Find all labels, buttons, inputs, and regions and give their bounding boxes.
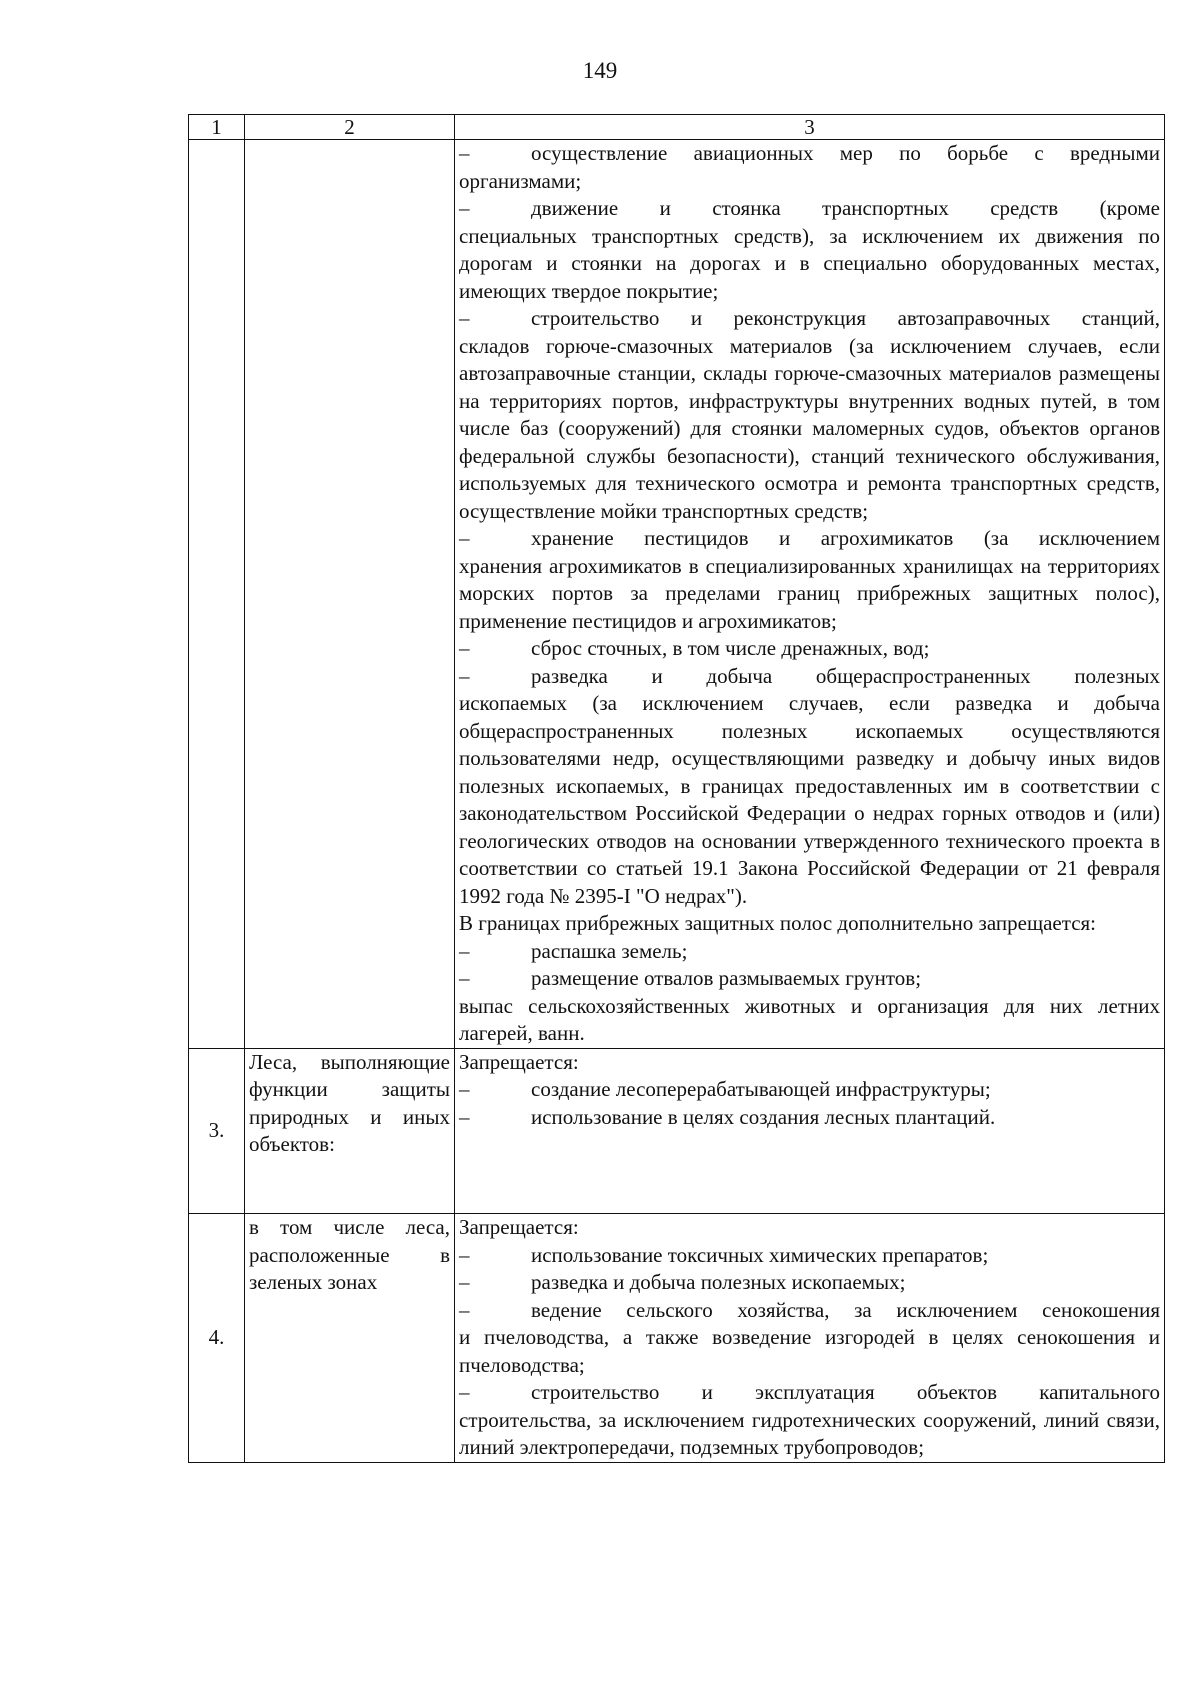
dash-marker: – [459, 1297, 470, 1322]
item-text-first: хранение пестицидов и агрохимикатов (за исключением [531, 526, 1160, 550]
dash-marker: – [459, 966, 470, 990]
page-number: 149 [582, 58, 618, 83]
list-item [459, 635, 1160, 663]
item-text-first: строительство и реконструкция автозаправочных станций, [531, 306, 1160, 330]
dash-marker: – [459, 663, 470, 688]
row-number: 3. [189, 1048, 245, 1214]
item-text-first: строительство и эксплуатация объектов капитального [531, 1380, 1160, 1404]
list-item [459, 1104, 1160, 1132]
dash-marker: – [459, 141, 470, 165]
item-text-first: использование токсичных химических препаратов; [531, 1242, 989, 1267]
list-item [459, 1297, 1160, 1380]
dash-marker: – [459, 1270, 470, 1294]
dash-marker: – [459, 1242, 470, 1267]
list-item [459, 965, 1160, 993]
item-text-rest: ископаемых (за исключением случаев, если разведка и добыча общераспространенных полезных ископаемых осуществляются пользователями недр, осуществляющими разведку и добычу иных видов полезных ископаемых, в границах предоставленных им в соответствии с законодательством Российской Федерации о недрах горных отводов и (или) геологических отводов на основании утвержденного технического проекта в соответствии со статьей 19.1 Закона Российской Федерации от 21 февраля 1992 года № 2395-I "О недрах"). [459, 691, 1160, 908]
table-row-continuation [189, 140, 1165, 1049]
table-header-row [189, 115, 1165, 140]
cell-number-empty [189, 140, 245, 1049]
item-text: размещение отвалов размываемых грунтов; [531, 966, 922, 990]
list-item [459, 140, 1160, 195]
item-text-rest: складов горюче-смазочных материалов (за исключением случаев, если автозаправочные станции, склады горюче-смазочных материалов размещены на территориях портов, инфраструктуры внутренних водных путей, в том числе баз (сооружений) для стоянки маломерных судов, объектов органов федеральной службы безопасности), станций технического обслуживания, используемых для технического осмотра и ремонта транспортных средств, осуществление мойки транспортных средств; [459, 333, 1160, 523]
cell-restrictions [455, 140, 1165, 1049]
item-text: распашка земель; [531, 938, 688, 963]
item-text-first: разведка и добыча общераспространенных полезных [531, 663, 1160, 688]
item-text: создание лесоперерабатывающей инфраструктуры; [531, 1077, 991, 1101]
list-item [459, 305, 1160, 525]
dash-marker: – [459, 306, 470, 330]
cell-restrictions [455, 1214, 1165, 1463]
dash-marker: – [459, 1380, 470, 1404]
header-col-2: 2 [245, 115, 455, 140]
list-item [459, 938, 1160, 966]
cell-name-empty [245, 140, 455, 1049]
list-item [459, 525, 1160, 635]
item-text-first: разведка и добыча полезных ископаемых; [531, 1270, 906, 1294]
dash-marker: – [459, 196, 470, 220]
list-item [459, 1242, 1160, 1270]
item-text: использование в целях создания лесных плантаций. [531, 1104, 996, 1129]
dash-marker: – [459, 636, 470, 660]
item-text-first: ведение сельского хозяйства, за исключением сенокошения [531, 1297, 1160, 1322]
dash-marker: – [459, 1104, 470, 1129]
dash-marker: – [459, 938, 470, 963]
dash-marker: – [459, 526, 470, 550]
item-text-rest: организмами; [459, 168, 582, 193]
intro-text: Запрещается: [459, 1049, 579, 1074]
item-text-rest: специальных транспортных средств), за исключением их движения по дорогам и стоянки на дорогах и в специально оборудованных местах, имеющих твердое покрытие; [459, 223, 1160, 303]
item-text-first: осуществление авиационных мер по борьбе с вредными [531, 141, 1160, 165]
row-number: 4. [189, 1214, 245, 1463]
list-item [459, 195, 1160, 305]
dash-marker: – [459, 1077, 470, 1101]
list-item [459, 1379, 1160, 1462]
table-row-4 [189, 1214, 1165, 1463]
final-paragraph: выпас сельскохозяйственных животных и организация для них летних лагерей, ванн. [459, 993, 1160, 1045]
header-col-1: 1 [189, 115, 245, 140]
item-text-rest: строительства, за исключением гидротехнических сооружений, линий связи, линий электропередачи, подземных трубопроводов; [459, 1407, 1160, 1459]
header-col-3: 3 [455, 115, 1165, 140]
row-name: Леса, выполняющие функции защиты природных и иных объектов: [245, 1048, 455, 1214]
item-text-rest: хранения агрохимикатов в специализированных хранилищах на территориях морских портов за пределами границ прибрежных защитных полос), применение пестицидов и агрохимикатов; [459, 553, 1160, 633]
cell-restrictions [455, 1048, 1165, 1214]
table-row-3 [189, 1048, 1165, 1214]
row-name: в том числе леса, расположенные в зеленых зонах [245, 1214, 455, 1463]
list-item [459, 1076, 1160, 1104]
intro-text: Запрещается: [459, 1215, 579, 1239]
extra-intro: В границах прибрежных защитных полос дополнительно запрещается: [459, 911, 1097, 935]
item-text-first: движение и стоянка транспортных средств (кроме [531, 196, 1160, 220]
list-item [459, 663, 1160, 911]
item-text-rest: и пчеловодства, а также возведение изгородей в целях сенокошения и пчеловодства; [459, 1325, 1160, 1377]
list-item [459, 1269, 1160, 1297]
restrictions-table [188, 114, 1165, 1463]
item-text-first: сброс сточных, в том числе дренажных, вод; [531, 636, 930, 660]
